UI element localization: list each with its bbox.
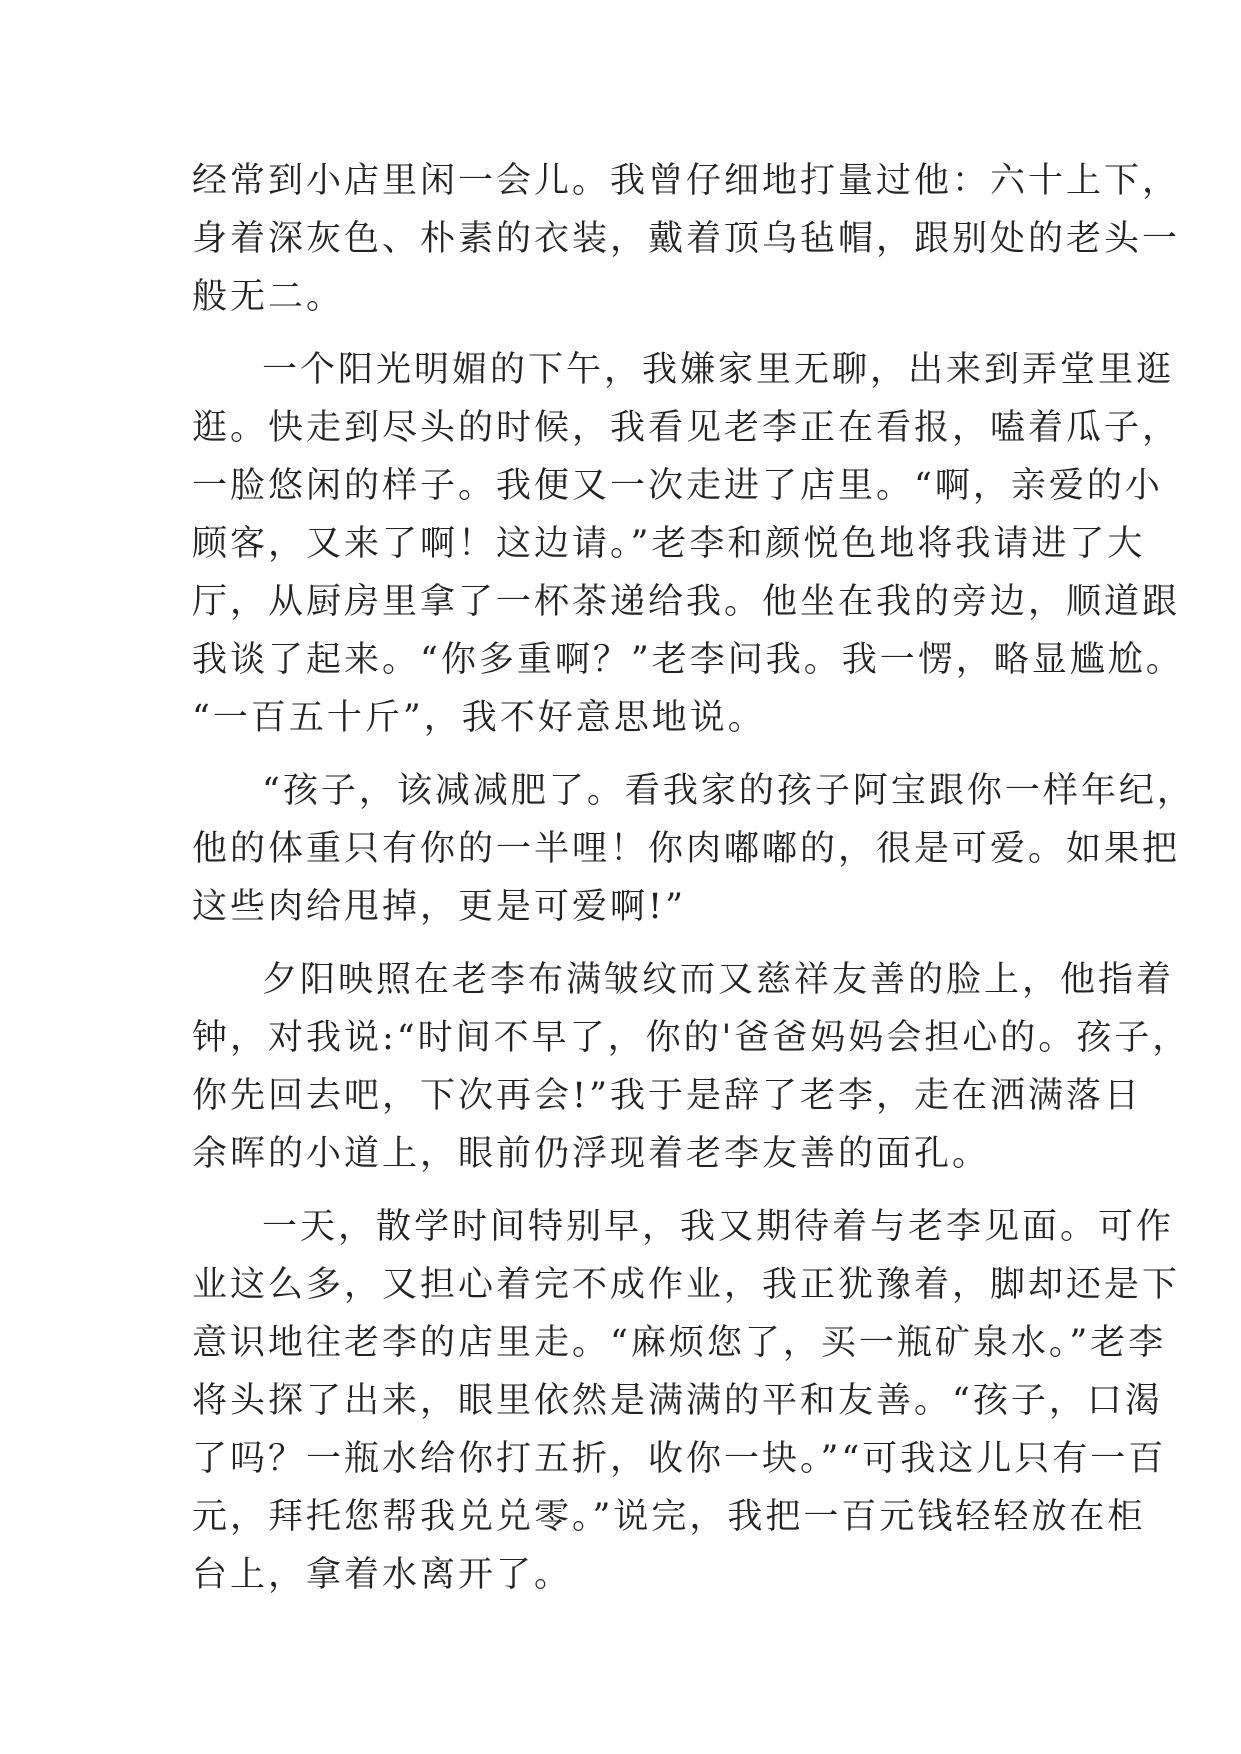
paragraph-5: [192, 1198, 1181, 1604]
text-line: 厅，从厨房里拿了一杯茶递给我。他坐在我的旁边，顺道跟: [192, 582, 1181, 622]
text-line: 这些肉给甩掉，更是可爱啊!”: [192, 887, 686, 927]
text-line: 业这么多，又担心着完不成作业，我正犹豫着，脚却还是下: [192, 1265, 1181, 1305]
text-line: 将头探了出来，眼里依然是满满的平和友善。“孩子，口渴: [192, 1381, 1163, 1421]
text-line: 一个阳光明媚的下午，我嫌家里无聊，出来到弄堂里逛: [262, 350, 1175, 390]
paragraph-1: [192, 152, 1181, 326]
paragraph-3: [192, 762, 1195, 936]
text-line: 一脸悠闲的样子。我便又一次走进了店里。“啊，亲爱的小: [192, 466, 1163, 506]
text-line: 我谈了起来。“你多重啊？”老李问我。我一愣，略显尴尬。: [192, 640, 1184, 680]
text-line: 一天，散学时间特别早，我又期待着与老李见面。可作: [262, 1207, 1175, 1247]
text-line: “一百五十斤”，我不好意思地说。: [192, 698, 766, 738]
text-line: 身着深灰色、朴素的衣装，戴着顶乌毡帽，跟别处的老头一: [192, 219, 1181, 259]
text-line: 顾客，又来了啊！这边请。”老李和颜悦色地将我请进了大: [192, 524, 1146, 564]
paragraph-2: [192, 341, 1184, 747]
text-line: “孩子，该减减肥了。看我家的孩子阿宝跟你一样年纪，: [262, 771, 1195, 811]
text-line: 夕阳映照在老李布满皱纹而又慈祥友善的脸上，他指着: [262, 960, 1175, 1000]
text-line: 钟，对我说:“时间不早了，你的'爸爸妈妈会担心的。孩子，: [192, 1018, 1191, 1058]
text-line: 逛。快走到尽头的时候，我看见老李正在看报，嗑着瓜子，: [192, 408, 1181, 448]
paragraph-4: [192, 951, 1191, 1183]
text-line: 经常到小店里闲一会儿。我曾仔细地打量过他：六十上下，: [192, 161, 1181, 201]
text-line: 了吗？一瓶水给你打五折，收你一块。”“可我这儿只有一百: [192, 1439, 1167, 1479]
text-line: 台上，拿着水离开了。: [192, 1555, 573, 1595]
text-line: 意识地往老李的店里走。“麻烦您了，买一瓶矿泉水。”老李: [192, 1323, 1167, 1363]
text-line: 你先回去吧，下次再会!”我于是辞了老李，走在洒满落日: [192, 1076, 1142, 1116]
text-line: 他的体重只有你的一半哩！你肉嘟嘟的，很是可爱。如果把: [192, 829, 1181, 869]
body-text: [192, 152, 1195, 1604]
text-line: 余晖的小道上，眼前仍浮现着老李友善的面孔。: [192, 1134, 991, 1174]
text-line: 元，拜托您帮我兑兑零。”说完，我把一百元钱轻轻放在柜: [192, 1497, 1146, 1537]
text-line: 般无二。: [192, 277, 345, 317]
